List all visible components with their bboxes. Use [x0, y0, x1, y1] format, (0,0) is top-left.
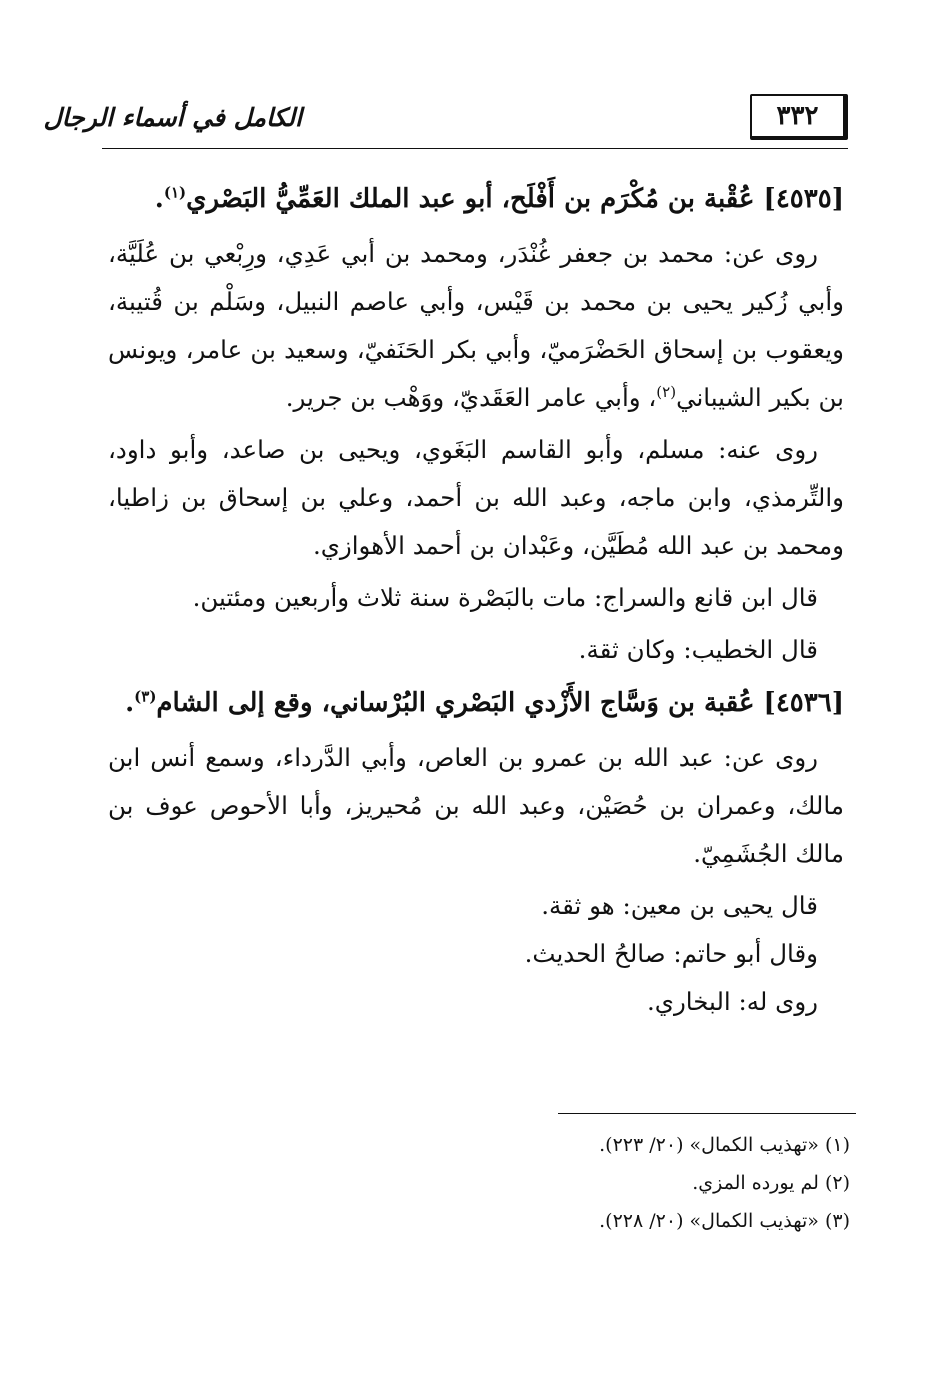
- gradings-block: [108, 882, 844, 1026]
- entry-heading-text: [٤٥٣٦] عُقبة بن وَسَّاج الأَزْدي البَصْري البُرْساني، وقع إلى الشام: [156, 688, 844, 718]
- footnote-ref: (٢): [656, 382, 677, 401]
- entry-heading: [108, 172, 844, 226]
- entry-heading-end: .: [125, 688, 135, 718]
- entry-heading: [108, 676, 844, 730]
- header-rule: [102, 148, 848, 149]
- footnote: (١) «تهذيب الكمال» (٢٠/ ٢٢٣).: [599, 1134, 850, 1156]
- narrated-by-paragraph: روى عنه: مسلم، وأبو القاسم البَغَوي، ويحيى بن صاعد، وأبو داود، والتِّرمذي، وابن ماجه، وعبد الله بن أحمد، وعلي بن إسحاق بن زاطيا، ومحمد بن عبد الله مُطَيَّن، وعَبْدان بن أحمد الأهوازي.: [108, 435, 844, 560]
- running-title: الكامل في أسماء الرجال: [43, 103, 302, 132]
- paragraph-text-tail: ، وأبي عامر العَقَديّ، ووَهْب بن جرير.: [285, 383, 657, 412]
- entry-heading-end: .: [154, 184, 164, 214]
- footnotes: [400, 1126, 850, 1240]
- page-header: [43, 92, 848, 154]
- footnote: (٢) لم يورده المزي.: [692, 1172, 850, 1194]
- page-number: ٣٣٢: [750, 94, 848, 140]
- grading-line: قال يحيى بن معين: هو ثقة.: [541, 891, 818, 920]
- entry-heading-text: [٤٥٣٥] عُقْبة بن مُكْرَم بن أَفْلَح، أبو عبد الملك العَمِّيُّ البَصْري: [186, 184, 844, 214]
- grading-line: وقال أبو حاتم: صالحُ الحديث.: [524, 939, 818, 968]
- footnote-ref: (١): [163, 183, 187, 202]
- narrated-from-paragraph: روى عن: عبد الله بن عمرو بن العاص، وأبي الدَّرداء، وسمع أنس ابن مالك، وعمران بن حُصَيْن، وعبد الله بن مُحيريز، وأبا الأحوص عوف بن مالك الجُشَمِيّ.: [108, 743, 844, 868]
- narrated-by-line: روى له: البخاري.: [646, 987, 818, 1016]
- main-text: [108, 172, 844, 1026]
- grading-paragraph: قال الخطيب: وكان ثقة.: [578, 635, 818, 664]
- footnote: (٣) «تهذيب الكمال» (٢٠/ ٢٢٨).: [599, 1210, 850, 1232]
- footnote-rule: [558, 1113, 856, 1114]
- paragraph-text: روى عن: محمد بن جعفر غُنْدَر، ومحمد بن أبي عَدِي، ورِبْعي بن عُلَيَّة، وأبي زُكير يحيى بن محمد بن قَيْس، وأبي عاصم النبيل، وسَلْم بن قُتيبة، ويعقوب بن إسحاق الحَضْرَميّ، وأبي بكر الحَنَفيّ، وسعيد بن عامر، ويونس بن بكير الشيباني: [108, 239, 844, 412]
- narrated-from-paragraph: [108, 230, 844, 422]
- death-note-paragraph: قال ابن قانع والسراج: مات بالبَصْرة سنة ثلاث وأربعين ومئتين.: [192, 583, 818, 612]
- footnote-ref: (٣): [134, 687, 157, 706]
